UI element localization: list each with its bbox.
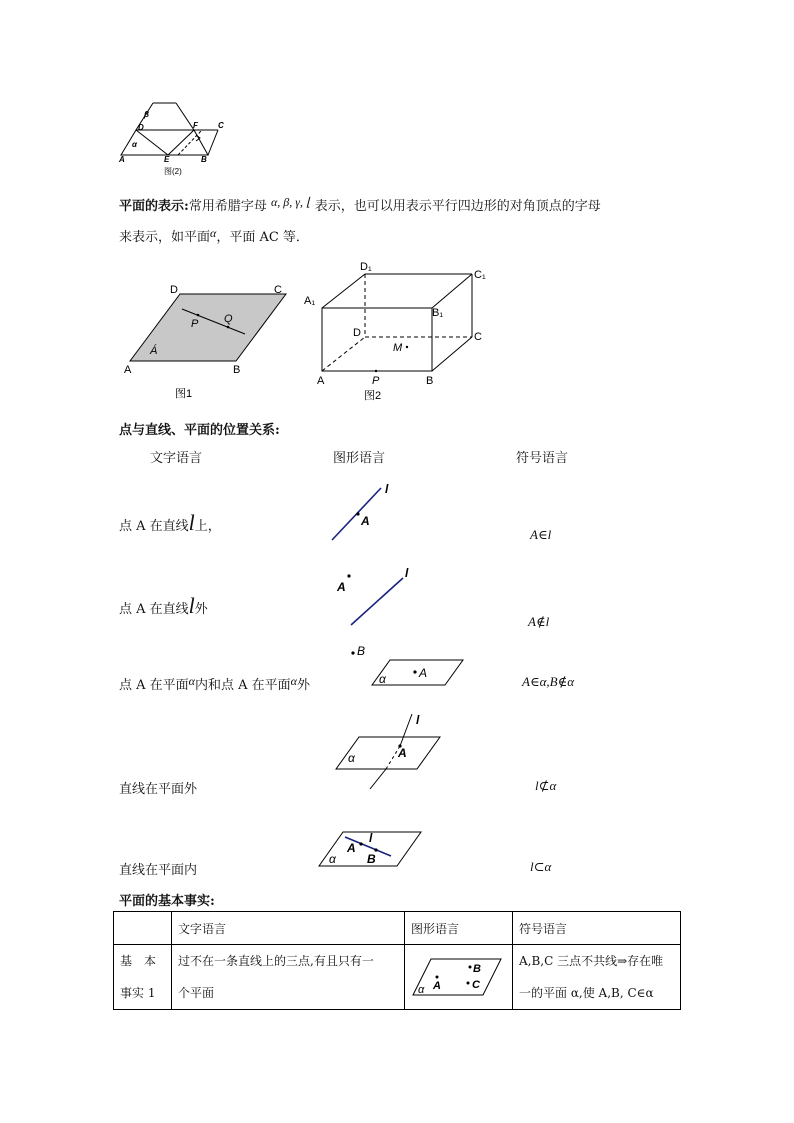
fact-symbol-line1: A,B,C 三点不共线⇒存在唯 [519,954,664,968]
relation-row-5-symbol: l⊂α [530,859,552,874]
label-A: A [361,514,370,528]
plane-notation-line2 [119,226,309,245]
row1-text-a: 点 A 在直线 [119,519,189,534]
relation-row-1-figure [325,478,405,544]
line-DE [136,130,168,155]
column-header-text: 文字语言 [150,451,203,466]
label-D: D [353,327,361,339]
relation-row-4-symbol: l⊄α [535,778,557,793]
point-P [197,314,200,317]
point-B [351,651,354,654]
label-A: A [419,666,428,680]
label-A: A [398,746,407,760]
table-header-cell-text: 文字语言 [172,912,405,945]
plane-notation-alpha: α [210,226,217,240]
plane-notation-line1 [119,195,601,214]
label-A: A [337,580,346,594]
relation-row-1-text [119,510,221,536]
row3-alpha-2: α [290,674,297,688]
fact-text-line2: 个平面 [178,986,215,1000]
label-D: D [170,284,178,296]
fact-symbol-cell [513,945,681,1010]
fact-symbol-line2: 一的平面 α,使 A,B, C∈α [519,986,654,1000]
point-M [406,346,408,348]
label-C: C [474,331,482,343]
relation-row-1-symbol: A∈l [530,527,552,542]
label-B1: B₁ [432,307,444,319]
label-B: B [233,364,241,376]
row2-text-a: 点 A 在直线 [119,602,189,617]
label-alpha: α [329,852,336,866]
label-alpha: α [348,751,355,765]
fact-name-line2: 事实 1 [120,986,156,1000]
relation-row-4-figure [330,710,445,792]
edge-B1C1 [432,274,472,308]
label-l: l [385,482,389,496]
point-A [359,842,362,845]
front-face [322,308,432,371]
row1-text-b: 上， [194,519,221,534]
label-A-point: Á [150,345,158,357]
point-C [467,982,470,985]
point-P [375,370,377,372]
point-A [436,976,439,979]
relation-row-2-figure [333,565,417,627]
table-header-cell-figure: 图形语言 [405,912,513,945]
row3-text-a: 点 A 在平面 [119,678,189,693]
label-B: B [201,155,207,164]
plane-notation-text1: 常用希腊字母 [188,199,267,214]
label-B: B [473,963,481,975]
fact-1-figure [411,955,503,999]
column-header-figure: 图形语言 [333,451,386,466]
section-heading-plane-notation: 平面的表示: [119,199,189,214]
label-Q: Q [224,313,233,325]
fact-text-cell [172,945,405,1010]
label-A: A [433,980,441,992]
point-B [469,966,472,969]
table-header-cell-symbol: 符号语言 [513,912,681,945]
label-l: l [405,566,409,580]
figure-caption: 图(2) [164,167,182,176]
label-P: P [372,375,380,387]
figure-caption: 图1 [175,388,193,400]
point-A [413,670,416,673]
figure-caption: 图2 [364,390,382,402]
plane-notation-text4: ，平面 AC 等． [216,230,309,245]
label-l: l [416,713,420,727]
relation-row-3-text [119,674,310,693]
label-P: P [191,318,199,330]
plane-notation-text2: 表示，也可以用表示平行四边形的对角顶点的字母 [314,199,601,214]
figure-2-small [118,100,230,178]
label-C1: C₁ [474,269,486,281]
fact-figure-cell [405,945,513,1010]
table-header-row [114,912,681,945]
plane-notation-greek-letters: α, β, γ, ⌊ [270,195,311,209]
column-header-symbol: 符号语言 [516,451,569,466]
label-alpha: α [132,140,137,149]
relation-row-3-figure [345,640,470,690]
label-C: C [472,979,480,991]
relation-row-2-text [119,593,208,619]
row1-line-l: l [188,510,195,535]
label-F: F [193,121,198,130]
line-l [351,578,403,625]
section-heading-basic-facts: 平面的基本事实: [119,894,215,909]
relation-row-4-text: 直线在平面外 [119,782,198,797]
plane-notation-text3: 来表示，如平面 [119,230,211,245]
label-beta: β [144,110,149,119]
edge-BC [432,337,472,371]
basic-facts-table [113,911,681,1010]
label-l: l [369,831,373,845]
row3-text-c: 外 [296,678,310,693]
point-A [347,574,350,577]
row2-text-b: 外 [194,602,208,617]
line-l-below [370,769,386,789]
edge-AD-hidden [322,337,365,371]
label-A: A [124,364,132,376]
label-M: M [393,342,403,354]
fact-text-line1: 过不在一条直线上的三点,有且只有一 [178,954,374,968]
label-alpha: α [418,984,425,996]
figure-1-parallelogram [118,280,298,405]
row2-line-l: l [188,593,195,618]
row3-text-b: 内和点 A 在平面 [194,678,291,693]
plane-beta-right-edge [176,103,194,130]
label-C: C [218,121,224,130]
section-heading-relations: 点与直线、平面的位置关系: [119,423,280,438]
label-B: B [367,852,376,866]
table-header-cell-name [114,912,172,945]
label-A: A [119,155,125,164]
relation-row-2-symbol: A∉l [528,614,550,629]
label-A: A [347,841,356,855]
label-A: A [317,375,325,387]
label-D1: D₁ [360,261,372,273]
label-D: D [138,123,144,132]
label-A1: A₁ [304,295,316,307]
plane-alpha [413,959,501,995]
fact-name-cell [114,945,172,1010]
fact-name-line1: 基 本 [120,954,157,968]
point-A [356,512,359,515]
relation-row-5-text: 直线在平面内 [119,863,198,878]
figure-2-cuboid [300,258,495,406]
row3-alpha-1: α [188,674,195,688]
plane-edge-right [208,130,218,155]
label-E: E [164,155,170,164]
label-B: B [426,375,434,387]
line-l-above [400,714,412,746]
label-B: B [357,644,366,658]
label-alpha: α [379,672,386,686]
point-Q [227,326,230,329]
edge-A1D1 [322,274,365,308]
relation-row-5-figure [315,825,425,870]
relation-row-3-symbol: A∈α,B∉α [522,674,575,689]
table-row [114,945,681,1010]
label-C: C [274,284,282,296]
